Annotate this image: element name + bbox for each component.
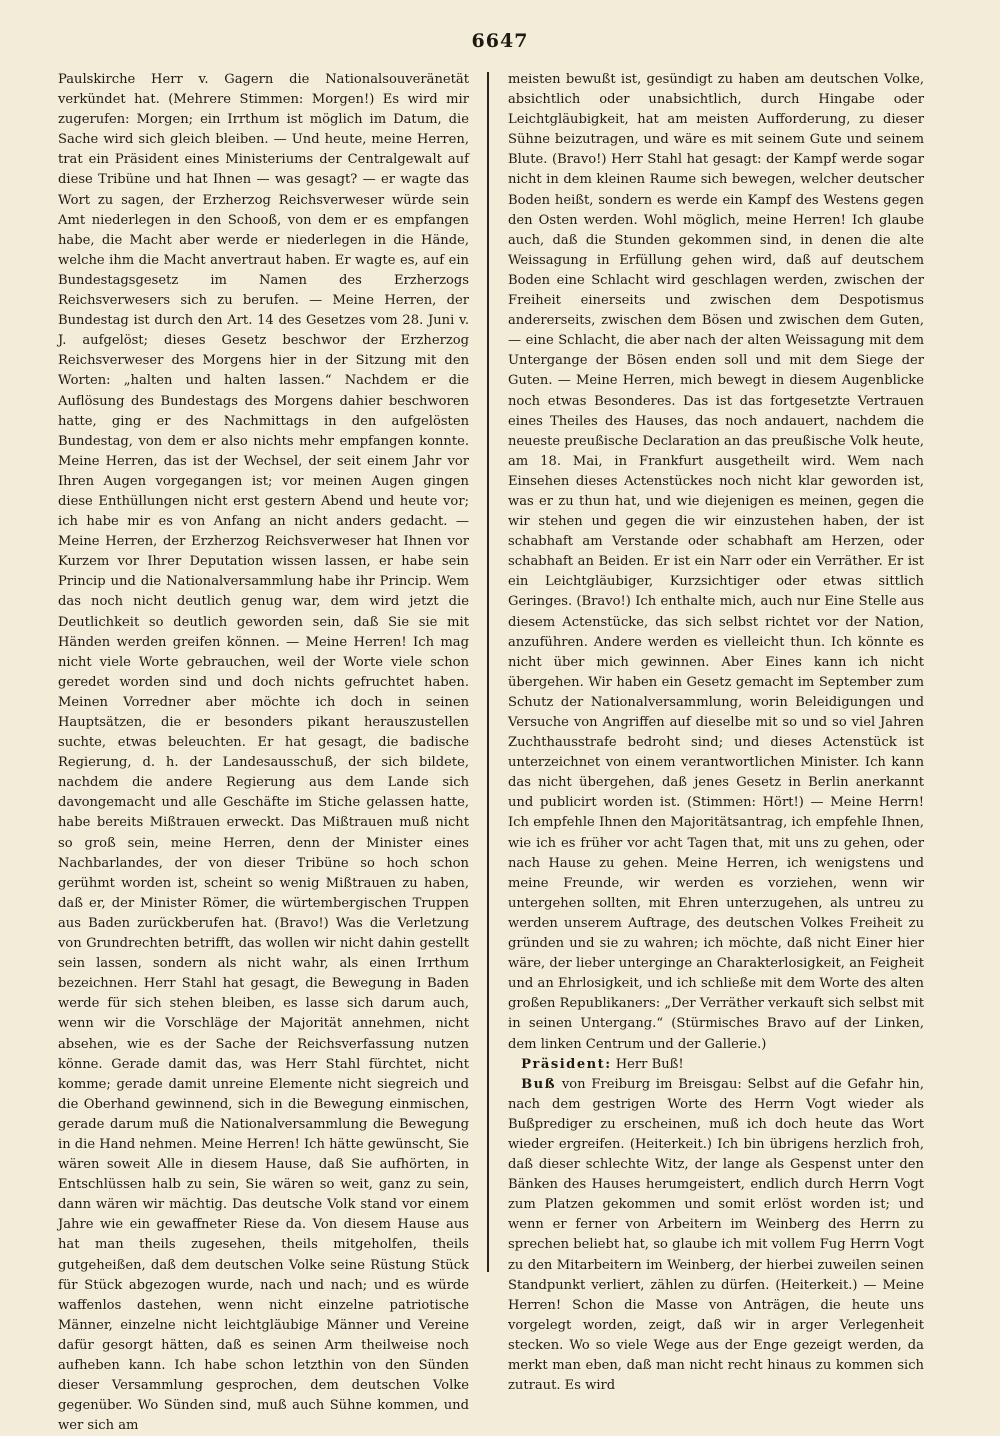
column-divider: [487, 72, 489, 1272]
left-column-text: Paulskirche Herr v. Gagern die Nationalsouveränetät verkündet hat. (Mehrere Stimmen: Morgen!) Es wird mir zugerufen: Morgen; ein Irrthum ist möglich im Datum, die Sache wird sich gleich bleiben. — Und heute, meine Herren, trat ein Präsident eines Ministeriums der Centralgewalt auf diese Tribüne und hat Ihnen — was gesagt? — er wagte das Wort zu sagen, der Erzherzog Reichsverweser würde sein Amt niederlegen in den Schooß, von dem er es empfangen habe, die Macht aber werde er niederlegen in die Hände, welche ihm die Macht anvertraut haben. Er wagte es, auf ein Bundestagsgesetz im Namen des Erzherzogs Reichsverwesers sich zu berufen. — Meine Herren, der Bundestag ist durch den Art. 14 des Gesetzes vom 28. Juni v. J. aufgelöst; dieses Gesetz beschwor der Erzherzog Reichsverweser des Morgens hier in der Sitzung mit den Worten: „halten und halten lassen.“ Nachdem er die Auflösung des Bundestags des Morgens dahier beschworen hatte, ging er des Nachmittags in den aufgelösten Bundestag, von dem er also nichts mehr empfangen konnte. Meine Herren, das ist der Wechsel, der seit einem Jahr vor Ihren Augen vorgegangen ist; vor meinen Augen gingen diese Enthüllungen nicht erst gestern Abend und heute vor; ich habe mir es von Anfang an nicht anders gedacht. — Meine Herren, der Erzherzog Reichsverweser hat Ihnen vor Kurzem vor Ihrer Deputation wissen lassen, er habe sein Princip und die Nationalversammlung habe ihr Princip. Wem das noch nicht deutlich genug war, dem wird jetzt die Deutlichkeit so deutlich geworden sein, daß Sie sie mit Händen werden greifen können. — Meine Herren! Ich mag nicht viele Worte gebrauchen, weil der Worte viele schon geredet worden sind und doch nichts gefruchtet haben. Meinen Vorredner aber möchte ich doch in seinen Hauptsätzen, die er besonders pikant herauszustellen suchte, etwas beleuchten. Er hat gesagt, die badische Regierung, d. h. der Landesausschuß, der sich bildete, nachdem die andere Regierung aus dem Lande sich davongemacht und alle Geschäfte im Stiche gelassen hatte, habe bereits Mißtrauen erweckt. Das Mißtrauen muß nicht so groß sein, meine Herren, denn der Minister eines Nachbarlandes, der von dieser Tribüne so hoch schon gerühmt worden ist, scheint so wenig Mißtrauen zu haben, daß er, der Minister Römer, die würtembergischen Truppen aus Baden zurückberufen hat. (Bravo!) Was die Verletzung von Grundrechten betrifft, das wollen wir nicht dahin gestellt sein lassen, sondern als nicht wahr, als einen Irrthum bezeichnen. Herr Stahl hat gesagt, die Bewegung in Baden werde für sich stehen bleiben, es lasse sich darum auch, wenn wir die Vorschläge der Majorität annehmen, nicht absehen, wie es der Sache der Reichsverfassung nutzen könne. Gerade damit das, was Herr Stahl fürchtet, nicht komme; gerade damit unreine Elemente nicht siegreich und die Oberhand gewinnend, sich in die Bewegung einmischen, gerade darum muß die Nationalversammlung die Bewegung in die Hand nehmen. Meine Herren! Ich hätte gewünscht, Sie wären soweit Alle in diesem Hause, daß Sie aufhörten, in Entschlüssen halb zu sein, Sie wären so weit, ganz zu sein, dann wären wir mächtig. Das deutsche Volk stand vor einem Jahre wie ein gewaffneter Riese da. Von diesem Hause aus hat man theils zugesehen, theils mitgeholfen, theils gutgeheißen, daß dem deutschen Volke seine Rüstung Stück für Stück abgezogen wurde, nach und nach; und es würde waffenlos dastehen, wenn nicht einzelne patriotische Männer, einzelne nicht leichtgläubige Männer und Vereine dafür gesorgt hätten, daß es seinen Arm theilweise noch aufheben kann. Ich habe schon letzthin von den Sünden dieser Versammlung gesprochen, dem deutschen Volke gegenüber. Wo Sünden sind, muß auch Sühne kommen, und wer sich am: [58, 72, 469, 1434]
buss-text: von Freiburg im Breisgau: Selbst auf die Gefahr hin, nach dem gestrigen Worte des Herrn Vogt wieder als Bußprediger zu erscheinen, muß ich doch heute das Wort wieder ergreifen. (Heiterkeit.) Ich bin übrigens herzlich froh, daß dieser schlechte Witz, der lange als Gespenst unter den Bänken des Hauses herumgeistert, endlich durch Herrn Vogt zum Platzen gekommen und somit erlöst worden ist; und wenn er ferner von Arbeitern im Weinberg des Herrn zu sprechen beliebt hat, so glaube ich mit vollem Fug Herrn Vogt zu den Mitarbeitern im Weinberg, der hierbei zuweilen seinen Standpunkt verliert, zählen zu dürfen. (Heiterkeit.) — Meine Herren! Schon die Masse von Anträgen, die heute uns vorgelegt worden, zeigt, daß wir in arger Verlegenheit stecken. Wo so viele Wege aus der Enge gezeigt werden, da merkt man eben, daß man nicht recht hinaus zu kommen sich zutraut. Es wird: [508, 1076, 924, 1394]
left-column: [58, 70, 469, 1434]
president-text: Herr Buß!: [615, 1056, 684, 1072]
president-speaker-label: Präsident:: [521, 1056, 612, 1072]
right-paragraph-1: meisten bewußt ist, gesündigt zu haben am deutschen Volke, absichtlich oder unabsichtlich, durch Hingabe oder Leichtgläubigkeit, hat am meisten Aufforderung, zu dieser Sühne beizutragen, und wäre es mit seinem Gute und seinem Blute. (Bravo!) Herr Stahl hat gesagt: der Kampf werde sogar nicht in dem kleinen Raume sich bewegen, welcher deutscher Boden heißt, sondern es werde ein Kampf des Westens gegen den Osten werden. Wohl möglich, meine Herren! Ich glaube auch, daß die Stunden gekommen sind, in denen die alte Weissagung in Erfüllung gehen wird, daß auf deutschem Boden eine Schlacht wird geschlagen werden, zwischen der Freiheit einerseits und zwischen dem Despotismus andererseits, zwischen dem Bösen und zwischen dem Guten, — eine Schlacht, die aber nach der alten Weissagung mit dem Untergange der Bösen enden soll und mit dem Siege der Guten. — Meine Herren, mich bewegt in diesem Augenblicke noch etwas Besonderes. Das ist das fortgesetzte Vertrauen eines Theiles des Hauses, das noch andauert, nachdem die neueste preußische Declaration an das preußische Volk heute, am 18. Mai, in Frankfurt ausgetheilt wird. Wem nach Einsehen dieses Actenstückes noch nicht klar geworden ist, was er zu thun hat, und wie diejenigen es meinen, gegen die wir stehen und gegen die wir einzustehen haben, der ist schabhaft am Verstande oder schabhaft am Herzen, oder schabhaft an Beiden. Er ist ein Narr oder ein Verräther. Er ist ein Leichtgläubiger, Kurzsichtiger oder etwas sittlich Geringes. (Bravo!) Ich enthalte mich, auch nur Eine Stelle aus diesem Actenstücke, das sich selbst richtet vor der Nation, anzuführen. Andere werden es vielleicht thun. Ich könnte es nicht über mich gewinnen. Aber Eines kann ich nicht übergehen. Wir haben ein Gesetz gemacht im September zum Schutz der Nationalversammlung, worin Beleidigungen und Versuche von Angriffen auf dieselbe mit so und so viel Jahren Zuchthausstrafe bedroht sind; und dieses Actenstück ist unterzeichnet von einem verantwortlichen Minister. Ich kann das nicht übergehen, daß jenes Gesetz in Berlin anerkannt und publicirt worden ist. (Stimmen: Hört!) — Meine Herrn! Ich empfehle Ihnen den Majoritätsantrag, ich empfehle Ihnen, wie ich es früher vor acht Tagen that, mit uns zu gehen, oder nach Hause zu gehen. Meine Herren, ich wenigstens und meine Freunde, wir werden es vorziehen, wenn wir untergehen sollten, mit Ehren unterzugehen, als untreu zu werden unserem Auftrage, des deutschen Volkes Freiheit zu gründen und sie zu wahren; ich möchte, daß nicht Einer hier wäre, der lieber unterginge an Charakterlosigkeit, an Feigheit und an Ehrlosigkeit, und ich schließe mit dem Worte des alten großen Republikaners: „Der Verräther verkauft sich selbst mit in seinen Untergang.“ (Stürmisches Bravo auf der Linken, dem linken Centrum und der Gallerie.): [508, 72, 924, 1052]
buss-speaker-label: Buß: [521, 1076, 557, 1092]
buss-paragraph: [508, 1075, 924, 1397]
page-number: 6647: [471, 30, 529, 52]
right-column: [508, 70, 924, 1394]
president-paragraph: [508, 1055, 924, 1075]
